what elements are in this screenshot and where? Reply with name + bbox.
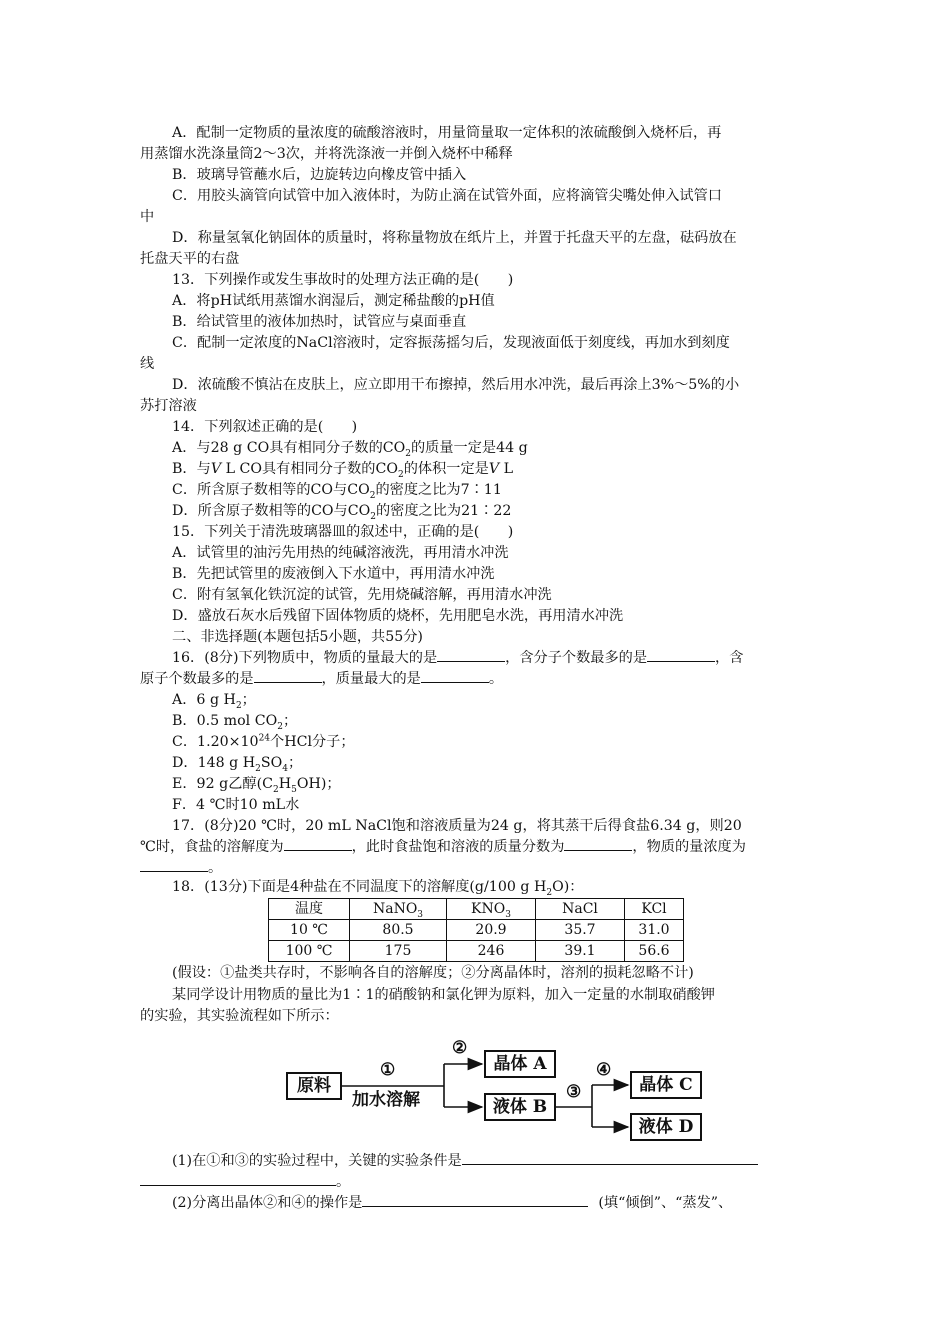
flow-box-liquid-d: 液体 D bbox=[630, 1113, 702, 1141]
table-cell: 31.0 bbox=[625, 920, 684, 941]
flow-step-2: ② bbox=[452, 1038, 468, 1058]
q12-option-d-line2: 托盘天平的右盘 bbox=[140, 251, 240, 267]
table-header: 温度 bbox=[269, 899, 350, 920]
table-cell: 10 ℃ bbox=[269, 920, 350, 941]
answer-blank[interactable] bbox=[284, 837, 352, 851]
q12-option-c-line2: 中 bbox=[140, 209, 155, 225]
table-cell: 246 bbox=[447, 941, 536, 962]
q12-option-d-line1: D．称量氢氧化钠固体的质量时，将称量物放在纸片上，并置于托盘天平的左盘，砝码放在 bbox=[172, 230, 737, 246]
q15-option-d: D．盛放石灰水后残留下固体物质的烧杯，先用肥皂水洗，再用清水冲洗 bbox=[172, 608, 624, 624]
table-cell: 35.7 bbox=[536, 920, 625, 941]
table-header: NaCl bbox=[536, 899, 625, 920]
q16-stem-line2: 原子个数最多的是 ，质量最大的是 。 bbox=[140, 671, 504, 687]
q14-option-a: A．与28 g CO具有相同分子数的$CO_2$的质量一定是44 g bbox=[172, 440, 528, 459]
answer-blank[interactable] bbox=[254, 669, 322, 683]
q13-option-c-line1: C．配制一定浓度的NaCl溶液时，定容振荡摇匀后，发现液面低于刻度线，再加水到刻度 bbox=[172, 335, 730, 351]
q16-stem-line1: 16．(8分)下列物质中，物质的量最大的是 ，含分子个数最多的是 ，含 bbox=[172, 650, 744, 666]
q14-stem: 14．下列叙述正确的是( ) bbox=[172, 419, 358, 435]
flow-box-crystal-a: 晶体 A bbox=[484, 1050, 556, 1078]
q16-option-a: A．6 g $H_2$； bbox=[172, 692, 256, 711]
q16-option-f: F．4 ℃时10 mL水 bbox=[172, 797, 300, 813]
flow-box-crystal-c: 晶体 C bbox=[630, 1071, 702, 1099]
q18-design-line2: 的实验，其实验流程如下所示： bbox=[140, 1008, 339, 1024]
table-header: KCl bbox=[625, 899, 684, 920]
flow-step-1: ① bbox=[380, 1060, 396, 1080]
q12-option-b: B．玻璃导管蘸水后，边旋转边向橡皮管中插入 bbox=[172, 167, 467, 183]
q13-option-b: B．给试管里的液体加热时，试管应与桌面垂直 bbox=[172, 314, 467, 330]
q18-part1-line1: (1)在①和③的实验过程中，关键的实验条件是 bbox=[172, 1151, 758, 1171]
q17-line1: 17．(8分)20 ℃时，20 mL NaCl饱和溶液质量为24 g，将其蒸干后得食盐6.34 g，则20 bbox=[172, 818, 742, 834]
q18-assumption: (假设：①盐类共存时，不影响各自的溶解度；②分离晶体时，溶剂的损耗忽略不计) bbox=[172, 965, 694, 981]
answer-blank[interactable] bbox=[362, 1193, 588, 1207]
answer-blank[interactable] bbox=[421, 669, 489, 683]
q15-option-b: B．先把试管里的废液倒入下水道中，再用清水冲洗 bbox=[172, 566, 495, 582]
q15-stem: 15．下列关于清洗玻璃器皿的叙述中，正确的是( ) bbox=[172, 524, 514, 540]
flow-box-liquid-b: 液体 B bbox=[484, 1093, 556, 1121]
process-flow-diagram bbox=[282, 1038, 712, 1146]
q13-option-a: A．将pH试纸用蒸馏水润湿后，测定稀盐酸的pH值 bbox=[172, 293, 495, 309]
answer-blank[interactable] bbox=[564, 837, 632, 851]
flow-step-3: ③ bbox=[566, 1082, 582, 1102]
q17-line2: ℃时，食盐的溶解度为 ，此时食盐饱和溶液的质量分数为 ，物质的量浓度为 bbox=[140, 839, 746, 855]
q16-option-e: E．92 g乙醇$(C_2H_5OH)$； bbox=[172, 776, 341, 795]
q13-option-d-line1: D．浓硫酸不慎沾在皮肤上，应立即用干布擦掉，然后用水冲洗，最后再涂上3%～5%的小 bbox=[172, 377, 740, 393]
q15-option-a: A．试管里的油污先用热的纯碱溶液洗，再用清水冲洗 bbox=[172, 545, 509, 561]
q13-option-c-line2: 线 bbox=[140, 356, 155, 372]
q16-option-b: B．0.5 mol $CO_2$； bbox=[172, 713, 298, 732]
answer-blank[interactable] bbox=[647, 648, 715, 662]
solubility-table bbox=[268, 898, 684, 962]
q14-option-b: B．与V L CO具有相同分子数的$CO_2$的体积一定是V L bbox=[172, 461, 514, 480]
section-heading: 二、非选择题(本题包括5小题，共55分) bbox=[172, 629, 423, 645]
q12-option-a-line2: 用蒸馏水洗涤量筒2～3次，并将洗涤液一并倒入烧杯中稀释 bbox=[140, 146, 513, 162]
table-cell: 20.9 bbox=[447, 920, 536, 941]
table-cell: 39.1 bbox=[536, 941, 625, 962]
table-cell: 56.6 bbox=[625, 941, 684, 962]
answer-blank[interactable] bbox=[140, 858, 208, 872]
q18-design-line1: 某同学设计用物质的量比为1∶1的硝酸钠和氯化钾为原料，加入一定量的水制取硝酸钾 bbox=[172, 987, 715, 1003]
q13-stem: 13．下列操作或发生事故时的处理方法正确的是( ) bbox=[172, 272, 514, 288]
table-cell: 175 bbox=[350, 941, 447, 962]
table-row bbox=[269, 941, 684, 962]
q18-stem: 18．(13分)下面是4种盐在不同温度下的溶解度(g/100 g $H_2O$)： bbox=[172, 879, 584, 898]
answer-blank[interactable] bbox=[437, 648, 505, 662]
q18-part1-line2: 。 bbox=[140, 1172, 350, 1192]
q12-option-c-line1: C．用胶头滴管向试管中加入液体时，为防止滴在试管外面，应将滴管尖嘴处伸入试管口 bbox=[172, 188, 722, 204]
table-header-row bbox=[269, 899, 684, 920]
flow-dissolve-label: 加水溶解 bbox=[352, 1090, 420, 1110]
q15-option-c: C．附有氢氧化铁沉淀的试管，先用烧碱溶解，再用清水冲洗 bbox=[172, 587, 552, 603]
q16-option-d: D．148 g $H_2SO_4$； bbox=[172, 755, 303, 774]
table-row bbox=[269, 920, 684, 941]
table-header: $KNO_3$ bbox=[447, 899, 536, 920]
q16-option-c: C．$1.20\times 10^{24}$个HCl分子； bbox=[172, 733, 355, 750]
q18-part2-line1: (2)分离出晶体②和④的操作是 (填“倾倒”、“蒸发”、 bbox=[172, 1195, 733, 1211]
answer-blank[interactable] bbox=[462, 1151, 758, 1165]
flow-step-4: ④ bbox=[596, 1060, 612, 1080]
answer-blank[interactable] bbox=[140, 1172, 336, 1186]
q13-option-d-line2: 苏打溶液 bbox=[140, 398, 197, 414]
q12-option-a-line1: A．配制一定物质的量浓度的硫酸溶液时，用量筒量取一定体积的浓硫酸倒入烧杯后，再 bbox=[172, 125, 722, 141]
table-header: NaNO$_3$ bbox=[350, 899, 447, 920]
table-cell: 80.5 bbox=[350, 920, 447, 941]
q17-line3: 。 bbox=[140, 858, 222, 878]
q14-option-d: D．所含原子数相等的CO与$CO_2$的密度之比为21∶22 bbox=[172, 503, 512, 522]
table-cell: 100 ℃ bbox=[269, 941, 350, 962]
flow-box-raw-material: 原料 bbox=[286, 1072, 342, 1100]
q14-option-c: C．所含原子数相等的CO与$CO_2$的密度之比为7∶11 bbox=[172, 482, 502, 501]
